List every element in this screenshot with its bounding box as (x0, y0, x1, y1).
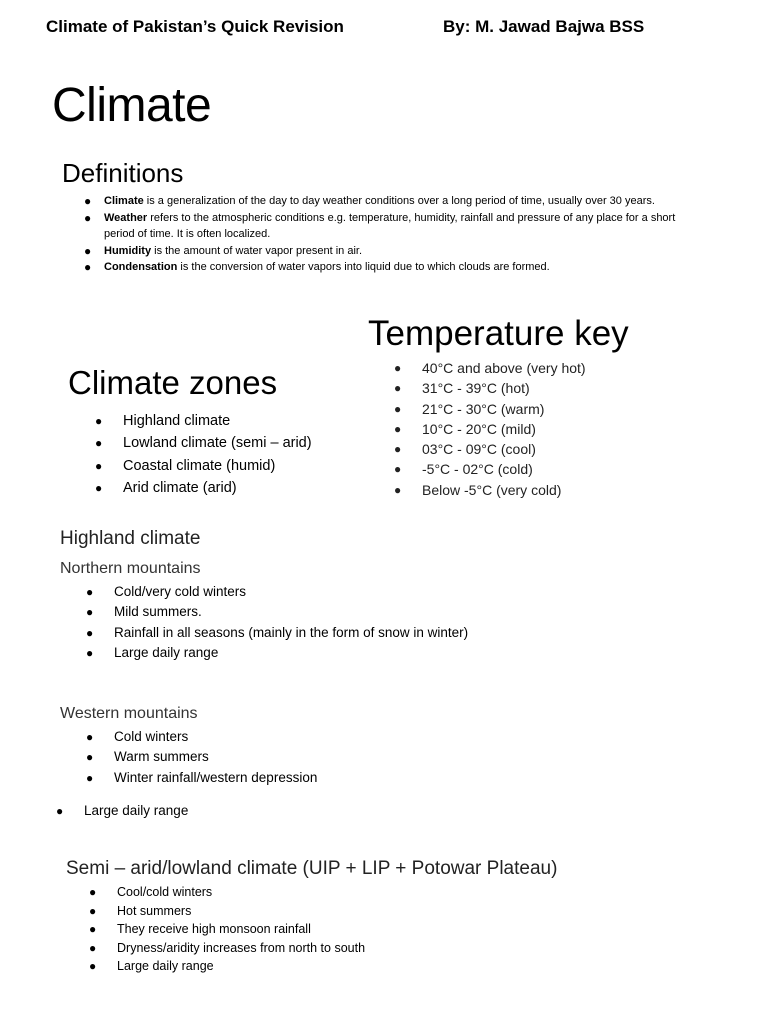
list-item (86, 643, 468, 663)
temperature-key-text: 10°C - 20°C (mild) (422, 420, 536, 437)
definitions-heading: Definitions (62, 158, 184, 188)
bullet-icon: ● (84, 194, 92, 208)
temperature-key-item (394, 378, 586, 398)
bullet-icon: ● (394, 482, 402, 497)
western-mountains-heading: Western mountains (60, 705, 198, 722)
definition-term: Condensation (104, 261, 178, 273)
temperature-key-item (394, 358, 586, 378)
temperature-key-item (394, 480, 586, 500)
bullet-icon: ● (86, 750, 94, 765)
temperature-key-text: -5°C - 02°C (cold) (422, 461, 533, 478)
definition-term: Weather (104, 211, 148, 224)
list-item-text: Hot summers (117, 903, 192, 918)
list-item (56, 801, 188, 821)
highland-climate-heading: Highland climate (60, 528, 201, 549)
list-item-text: Large daily range (84, 803, 189, 818)
list-item (86, 602, 468, 622)
list-item (86, 623, 468, 643)
climate-zone-text: Coastal climate (humid) (123, 457, 276, 474)
bullet-icon: ● (89, 885, 97, 899)
list-item (86, 582, 468, 602)
semi-arid-climate-list (89, 883, 365, 976)
bullet-icon: ● (394, 462, 402, 477)
climate-zone-item (95, 477, 312, 499)
temperature-key-item (394, 459, 586, 479)
document-header-author: By: M. Jawad Bajwa BSS (443, 17, 645, 36)
bullet-icon: ● (86, 770, 94, 785)
bullet-icon: ● (86, 730, 94, 744)
bullet-icon: ● (95, 458, 103, 473)
temperature-key-text: 21°C - 30°C (warm) (422, 400, 545, 417)
list-item-text: Warm summers (114, 749, 209, 765)
climate-zones-list (95, 410, 312, 499)
list-item-text: Rainfall in all seasons (mainly in the form of snow in winter) (114, 624, 469, 640)
climate-zone-item (95, 432, 312, 454)
list-item (89, 939, 365, 958)
northern-mountains-list (86, 582, 468, 663)
definition-text: is a generalization of the day to day weather conditions over a long period of time, usually over 30 years. (143, 195, 655, 207)
bullet-icon: ● (86, 625, 94, 640)
bullet-icon: ● (89, 959, 97, 974)
bullet-icon: ● (89, 922, 97, 937)
list-item (89, 920, 365, 939)
list-item (86, 747, 317, 767)
bullet-icon: ● (394, 361, 402, 375)
list-item-text: Cool/cold winters (117, 885, 213, 899)
bullet-icon: ● (89, 940, 97, 955)
definition-item (84, 210, 684, 243)
definition-item (84, 243, 684, 260)
bullet-icon: ● (86, 605, 94, 620)
temperature-key-text: 31°C - 39°C (hot) (422, 380, 530, 397)
climate-zone-item (95, 410, 312, 432)
temperature-key-item (394, 419, 586, 439)
definition-term: Climate (104, 195, 144, 207)
definitions-list (84, 193, 684, 276)
bullet-icon: ● (56, 804, 64, 818)
list-item-text: Cold winters (114, 729, 189, 744)
climate-zones-heading: Climate zones (68, 364, 278, 401)
bullet-icon: ● (394, 421, 402, 436)
definition-text: is the amount of water vapor present in air. (151, 244, 363, 257)
temperature-key-item (394, 399, 586, 419)
list-item (89, 902, 365, 921)
list-item (89, 957, 365, 976)
bullet-icon: ● (84, 210, 92, 225)
list-item-text: Dryness/aridity increases from north to south (117, 940, 366, 955)
list-item-text: Large daily range (117, 959, 214, 974)
western-mountains-list (86, 727, 317, 788)
bullet-icon: ● (89, 903, 97, 918)
list-item (86, 768, 317, 788)
page-title: Climate (52, 79, 212, 132)
bullet-icon: ● (394, 442, 402, 457)
definition-item (84, 193, 684, 210)
climate-zone-text: Highland climate (123, 413, 231, 429)
list-item-text: Cold/very cold winters (114, 584, 247, 599)
climate-zone-item (95, 455, 312, 477)
semi-arid-climate-heading: Semi – arid/lowland climate (UIP + LIP + Potowar Plateau) (66, 858, 558, 879)
bullet-icon: ● (394, 401, 402, 416)
definition-item (84, 259, 684, 276)
list-item-text: Large daily range (114, 644, 219, 660)
northern-mountains-heading: Northern mountains (60, 560, 201, 577)
bullet-icon: ● (95, 414, 103, 428)
bullet-icon: ● (95, 436, 103, 451)
bullet-icon: ● (95, 480, 103, 495)
document-header-title: Climate of Pakistan’s Quick Revision (46, 17, 344, 36)
list-item-text: They receive high monsoon rainfall (117, 922, 311, 937)
temperature-key-text: 40°C and above (very hot) (422, 360, 586, 376)
western-mountains-extra-list (56, 801, 188, 821)
bullet-icon: ● (84, 260, 92, 274)
list-item (89, 883, 365, 902)
definition-text: refers to the atmospheric conditions e.g. temperature, humidity, rainfall and pressure of any place for a short period of time. It is often localized. (104, 211, 676, 240)
temperature-key-list (394, 358, 586, 500)
definition-text: is the conversion of water vapors into liquid due to which clouds are formed. (177, 261, 550, 273)
bullet-icon: ● (84, 243, 92, 258)
temperature-key-item (394, 439, 586, 459)
temperature-key-heading: Temperature key (368, 314, 629, 353)
bullet-icon: ● (394, 381, 402, 396)
list-item-text: Mild summers. (114, 604, 202, 620)
temperature-key-text: Below -5°C (very cold) (422, 481, 562, 498)
climate-zone-text: Arid climate (arid) (123, 479, 237, 496)
definition-term: Humidity (104, 244, 152, 257)
bullet-icon: ● (86, 585, 94, 599)
climate-zone-text: Lowland climate (semi – arid) (123, 435, 312, 452)
list-item-text: Winter rainfall/western depression (114, 769, 318, 785)
list-item (86, 727, 317, 747)
bullet-icon: ● (86, 645, 94, 660)
temperature-key-text: 03°C - 09°C (cool) (422, 441, 536, 458)
